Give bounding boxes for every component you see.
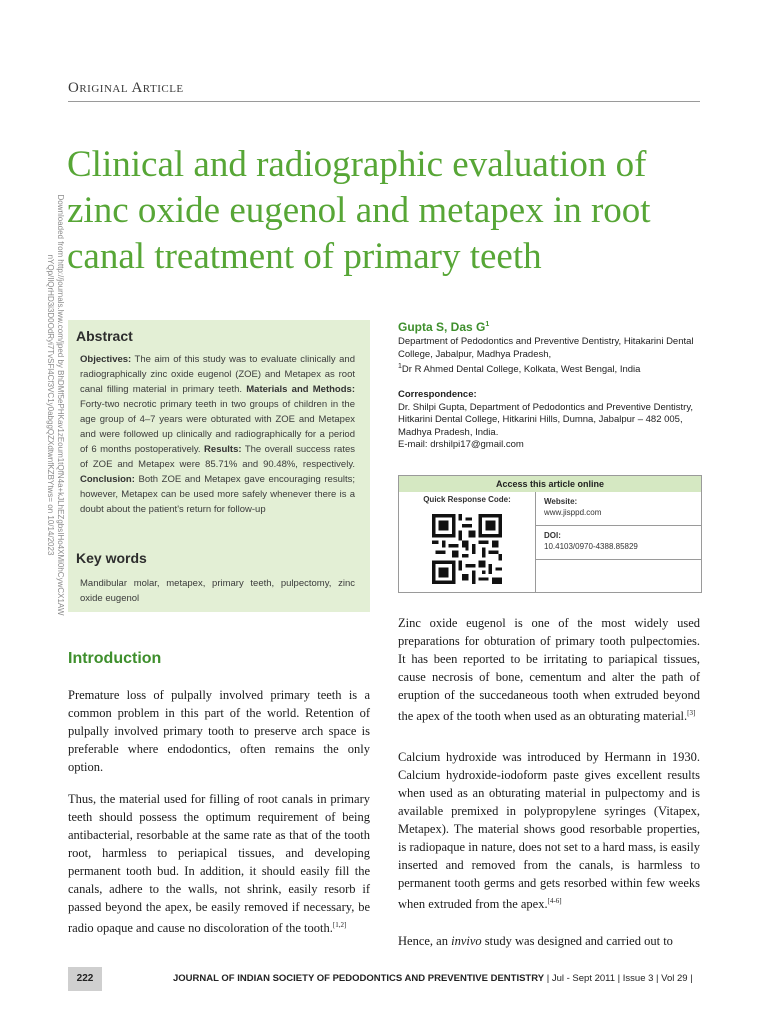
- author-names-text: Gupta S, Das G: [398, 320, 486, 334]
- right-paragraph-3-post: study was designed and carried out to: [484, 934, 673, 948]
- right-paragraph-1-text: Zinc oxide eugenol is one of the most widely used preparations for obturation of primary tooth pulpectomies. It has been reported to be irritating to pariapical tissues, cause necrosis of bone, cementum and alter the path of eruption of the succedaneous tooth when extruded beyond the apex of the tooth when used as an obturating material.: [398, 616, 700, 724]
- access-header: Access this article online: [399, 476, 701, 492]
- author-names: [398, 320, 489, 334]
- affiliation-2-sup: 1: [398, 363, 402, 371]
- intro-paragraph-1: Premature loss of pulpally involved primary teeth is a common problem in this part of the world. Retention of pulpally involved primary tooth to preserve arch space is preferable where endodontics, often remains the only option.: [68, 688, 370, 774]
- abstract-heading: Abstract: [76, 328, 133, 344]
- section-label: Original Article: [68, 80, 184, 96]
- affiliation-2-text: Dr R Ahmed Dental College, Kolkata, West Bengal, India: [401, 364, 641, 376]
- objectives-label: Objectives:: [80, 354, 132, 365]
- doi-cell: [536, 526, 701, 560]
- website-label: Website:: [544, 497, 578, 506]
- right-paragraph-3-italic: invivo: [451, 934, 482, 948]
- article-title: Clinical and radiographic evaluation of zinc oxide eugenol and metapex in root canal treatment of primary teeth: [67, 144, 651, 277]
- introduction-heading: Introduction: [68, 650, 162, 667]
- page-number: 222: [68, 967, 102, 991]
- journal-issue: | Jul - Sept 2011 | Issue 3 | Vol 29 |: [546, 973, 693, 984]
- right-paragraph-1-ref[interactable]: [3]: [687, 709, 696, 717]
- intro-paragraph-2-text: Thus, the material used for filling of root canals in primary teeth should possess the optimum requirement of being antibacterial, resorbable at the same rate as that of the tooth root, harmless to periapical tissues, and developing permanent tooth bud. In addition, it should easily fill the canals, adhere to the walls, not shrink, easily resorb if passed beyond the apex, be easily removed if necessary, be radio opaque and cause no discoloration of the tooth.: [68, 792, 370, 936]
- conclusion-text: Both ZOE and Metapex gave encouraging results; however, Metapex can be used more safely whenever there is a doubt about the patient's return for follow-up: [80, 474, 355, 515]
- intro-paragraph-2: [68, 790, 370, 937]
- right-paragraph-3: [398, 932, 700, 950]
- results-text: The overall success rates of ZOE and Metapex were 85.71% and 90.48%, respectively.: [80, 444, 355, 470]
- intro-paragraph-2-ref[interactable]: [1,2]: [332, 921, 347, 929]
- website-link[interactable]: www.jisppd.com: [544, 508, 602, 517]
- qr-label: Quick Response Code:: [423, 495, 511, 504]
- right-paragraph-2: [398, 748, 700, 913]
- methods-label: Materials and Methods:: [246, 384, 355, 395]
- doi-value[interactable]: 10.4103/0970-4388.85829: [544, 542, 638, 551]
- objectives-text: The aim of this study was to evaluate clinically and radiographically zinc oxide eugenol (ZOE) and Metapex as root canal filling material in primary teeth.: [80, 354, 355, 395]
- right-paragraph-2-text: Calcium hydroxide was introduced by Hermann in 1930. Calcium hydroxide-iodoform paste gives excellent results when used as an obturating material in pulpectomy and is available premixed in polypropylene syringes (Vitapex, Metapex). The material shows good resorbable properties, is radiopaque in nature, does not set to a hard mass, is easily inserted and removed from the canals, is harmless to permanent tooth germs and gets resorbed within few weeks when extruded from the apex.: [398, 750, 700, 912]
- right-paragraph-2-ref[interactable]: [4-6]: [547, 897, 562, 905]
- access-online-table: [398, 475, 702, 593]
- download-watermark: Downloaded from http://journals.lww.com/jped by BhDMf5ePHKav1zEoum1tQfN4a+kJLhEZgbsIHo4XMi0hCywCX1AW nYQp/IlQrHD3i3D0OdRyi7TvSFl4Cf3VC1y0abggQZXdtwnfKZBYtws= on 10/14/2023: [46, 194, 65, 616]
- section-divider: [68, 101, 700, 102]
- author-sup: 1: [485, 321, 490, 328]
- author-affiliations: [398, 336, 698, 377]
- right-paragraph-1: [398, 614, 700, 725]
- correspondence-email[interactable]: E-mail: drshilpi17@gmail.com: [398, 439, 524, 451]
- affiliation-1: Department of Pedodontics and Preventive Dentistry, Hitakarini Dental College, Jabalpur, Madhya Pradesh,: [398, 336, 694, 360]
- keywords-heading: Key words: [76, 550, 147, 566]
- journal-name: JOURNAL OF INDIAN SOCIETY OF PEDODONTICS AND PREVENTIVE DENTISTRY: [173, 973, 545, 984]
- correspondence-label: Correspondence:: [398, 389, 477, 400]
- journal-footer: [173, 973, 693, 984]
- correspondence-address: Dr. Shilpi Gupta, Department of Pedodontics and Preventive Dentistry, Hitkarini Dental College, Hitkarini Hills, Dumna, Jabalpur – 482 005, Madhya Pradesh, India.: [398, 401, 694, 438]
- correspondence-block: [398, 389, 698, 452]
- qr-column: [399, 492, 536, 592]
- abstract-text: [80, 352, 355, 517]
- keywords-text: Mandibular molar, metapex, primary teeth, pulpectomy, zinc oxide eugenol: [80, 578, 355, 604]
- methods-text: Forty-two necrotic primary teeth in two groups of children in the age group of 4–7 years were obturated with ZOE and Metapex and were followed up clinically and radiographically for a period of 6 months postoperatively.: [80, 399, 355, 455]
- right-paragraph-3-pre: Hence, an: [398, 934, 448, 948]
- website-cell: [536, 492, 701, 526]
- results-label: Results:: [204, 444, 242, 455]
- doi-label: DOI:: [544, 531, 561, 540]
- affiliation-2: [398, 361, 698, 377]
- conclusion-label: Conclusion:: [80, 474, 135, 485]
- abstract-box: [68, 320, 370, 612]
- qr-code-icon[interactable]: [432, 513, 502, 585]
